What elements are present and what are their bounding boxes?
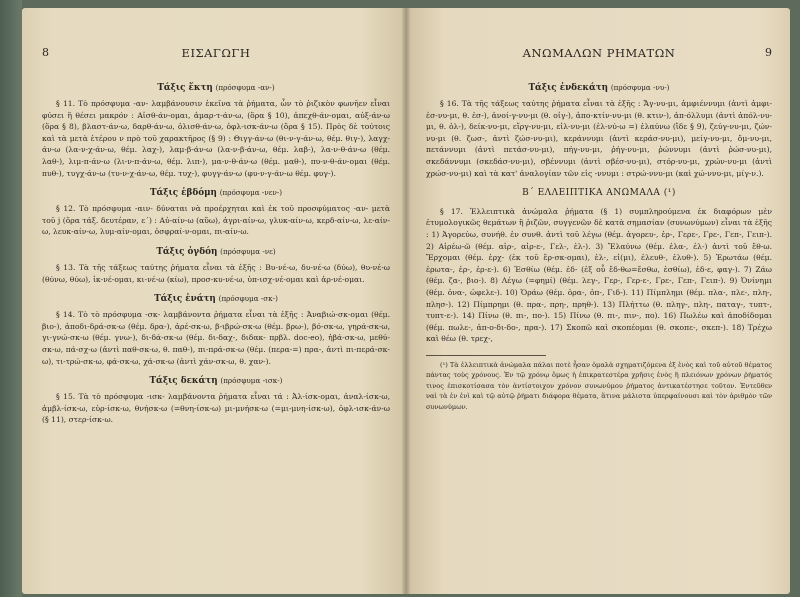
book-gutter: [402, 8, 410, 594]
paragraph: § 15. Τὰ τὸ πρόσφυμα -ισκ- λαμβάνοντα ῥήματα εἶναι τά : Ἀλ-ίσκ-ομαι, ἀναλ-ίσκ-ω, ἀμβλ-ίσκ-ω, εὑρ-ίσκ-ω, θνήσκ-ω (=θνη-ίσκ-ω) μι-μνήσκ-ω (=μι-μνη-ίσκ-ω), ὀφλ-ισκ-άν-ω (§ 11), στερ-ίσκ-ω.: [42, 392, 390, 425]
section-heading: [42, 81, 390, 95]
running-title: ΕΙΣΑΓΩΓΗ: [181, 46, 251, 60]
section-subtitle: (πρόσφυμα -νε): [220, 246, 276, 256]
paragraph: § 17. Ἐλλειπτικὰ ἀνώμαλα ῥήματα (§ 1) συμπληρούμενα ἐκ διαφόρων μὲν ἐτυμολογικῶς θεμάτων ἢ ῥιζῶν, συγγενῶν δὲ κατὰ σημασίαν (συνωνύμων) εἶναι τὰ ἑξῆς : 1) Ἀγορεύω, συνήθ. ἐν συνθ. ἀντὶ τοῦ λέγω (θέμ. ἀγορευ-, ἐρ-, Γερε-, Γρε-, Γεπ-, Γειπ-). 2) Αἱρέω-ῶ (θέμ. αἱρ-, αἱρ-ε-, Γελ-, ἑλ-). 3) Ἔλαύνω (θέμ. ἐλα-, ἐλ-) ἀντὶ τοῦ ἔθ-ω. Ἔρχομαι (θέμ. ἐρχ- (ἐκ τοῦ ἔρ-σκ-ομαι), ἐλ-, εἰ(μι), ἐλευθ-, ἐλυθ-). 5) Ἐρωτάω (θέμ. ἐρωτα-, ἐρ-, ἐρ-ε-). 6) Ἐσθίω (θέμ. ἐδ- (ἐξ οὗ ἔδ-θω=ἔσθω, ἐσθίω), ἐδ-ε, φαγ-). 7) Ζάω (θέμ. ζα-, βιο-). 8) Λέγω (=φημί) (θέμ. λεγ-, Γερ-, Γερ-ε-, Γρε-, Γεπ-, Γειπ-). 9) Ὀνίνημι (θέμ. ὀνα-, ὠφελε-). 10) Ὁράω (θέμ. ὁρα-, ὀπ-, Γιδ-). 11) Πίμπλημι (θέμ. πλα-, πλε-, πλη-, πλησ-). 12) Πίμπρημι (θ. πρα-, πρη-, πρηθ-). 13) Πλήττω (θ. πληγ-, πλη-, παταγ-, τυπτ-, τυπτ-ε-). 14) Πίνω (θ. πι-, πο-). 15) Πίνω (θ. πι-, πιν-, πο). 16) Πωλέω καὶ ἀποδίδομαι (θέμ. πωλε-, ἀπ-ο-δι-δο-, πρα-). 17) Σκοπῶ καὶ σκοπέομαι (θ. σκοπε-, σκεπ-). 18) Τρέχω καὶ θέω (θ. τρεχ-,: [426, 206, 772, 344]
section-heading: [42, 292, 390, 306]
section-subtitle: (πρόσφυμα -αν-): [215, 83, 275, 92]
paragraph: § 11. Τὸ πρόσφυμα -αν- λαμβάνουσιν ἐκεῖνα τὰ ῥήματα, ὧν τὸ ῥιζικὸν φωνῆεν εἶναι φύσει ἢ θέσει μακρόν : Αἰσθ-άν-ομαι, ἁμαρ-τ-άν-ω, (ὅρα § 10), ἀπεχθ-άν-ομαι, αὐξ-άν-ω (ὅρα § 8), βλαστ-άν-ω, δαρθ-άν-ω, ὀλισθ-άν-ω, ὀφλ-ισκ-άν-ω (ὅρα § 15). Πρὸς δὲ τούτοις καὶ τὰ μετὰ ἑτέρου ν πρὸ τοῦ χαρακτῆρος (§ 9) : Θιγγ-άν-ω (θι-ν-γ-άν-ω, θέμ. θιγ-), λαγχ-άν-ω (λα-ν-χ-άν-ω, θέμ. λαχ-), λαμ-β-άν-ω (λα-ν-β-άν-ω, θέμ. λαβ-), λα-ν-θ-άν-ω (θέμ. λαθ-), λιμ-π-άν-ω (λι-ν-π-άν-ω, θέμ. λιπ-), μα-ν-θ-άν-ω (θέμ. μαθ-), πυ-ν-θ-άν-ομαι (θέμ. πυθ-), τυγχ-άν-ω (τυ-ν-χ-άν-ω, θέμ. τυχ-), φυγγ-άν-ω (φυ-ν-γ-άν-ω θέμ. φυγ-).: [42, 99, 390, 178]
section-title: Τάξις ἐνάτη: [154, 294, 216, 305]
section-title: Τάξις ἑβδόμη: [149, 188, 217, 199]
footnote: (¹) Τὰ ἐλλειπτικὰ ἀνώμαλα πάλαι ποτὲ ἦσαν ὁμαλὰ σχηματιζόμενα ἐξ ἑνὸς καὶ τοῦ αὐτοῦ θέματος πάντας τοὺς χρόνους. Ἐν τῷ χρόνῳ ὅμως ἡ ἐπικρατεστέρα χρῆσις ἑνὸς ἢ πλειόνων χρόνων ῥήματός τινος ἐπισκοτίσασα τὸν ἀντίστοιχον χρόνον συνωνύμου ῥήματος ἀντικατέστησε τοῦτον. Ἐντεῦθεν ναὶ τὰ ἐν ἑνὶ καὶ τῷ αὐτῷ ῥήματι διάφορα θέματα, ἅτινα μάλιστα ὑπερφαίνουσι καὶ τὸν ἀριθμὸν τῶν συνωνύμων.: [426, 360, 772, 411]
left-page-body: [42, 74, 390, 426]
section-title: Τάξις ἕκτη: [157, 83, 213, 93]
page-number: 8: [42, 46, 49, 59]
running-title: ΑΝΩΜΑΛΩΝ ΡΗΜΑΤΩΝ: [522, 46, 676, 60]
section-subtitle: (πρόσφυμα -νυ-): [610, 83, 670, 92]
section-heading: [42, 245, 390, 259]
right-page: [406, 8, 790, 594]
section-subtitle: (πρόσφυμα -σκ-): [218, 294, 278, 304]
paragraph: § 13. Τὰ τῆς τάξεως ταύτης ῥήματα εἶναι τὰ ἑξῆς : Βυ-νέ-ω, δυ-νέ-ω (δύω), θυ-νέ-ω (θύνω, θύω), ἱκ-νέ-ομαι, κι-νέ-ω (κίω), προσ-κυ-νέ-ω, ὑπ-ισχ-νέ-ομαι καὶ ἀρ-νέ-ομαι.: [42, 262, 390, 284]
chapter-heading: Β΄ ΕΛΛΕΙΠΤΙΚΑ ΑΝΩΜΑΛΑ (¹): [522, 188, 676, 199]
right-page-body: [426, 74, 772, 412]
section-subtitle: (πρόσφυμα -ισκ-): [220, 376, 283, 386]
footnote-rule: [426, 355, 546, 356]
paragraph: § 12. Τὸ πρόσφυμα -αιν- δύναται νὰ προέρχηται καὶ ἐκ τοῦ προσφύματος -αν- μετὰ τοῦ j (ὅρα τάξ. δευτέραν, ε΄) : Αὐ-αίν-ω (αὔω), ἀγρι-αίν-ω, γλυκ-αίν-ω, κερδ-αίν-ω, λε-αίν-ω, λευκ-αίν-ω, λυμ-αίν-ομαι, ὀσφραί-ν-ομαι, πι-αίν-ω.: [42, 204, 390, 237]
section-title: Τάξις δεκάτη: [149, 376, 218, 387]
section-subtitle: (πρόσφυμα -νεν-): [219, 188, 283, 198]
section-heading: [42, 186, 390, 200]
left-running-head: [42, 46, 390, 62]
paragraph: § 16. Τὰ τῆς τάξεως ταύτης ῥήματα εἶναι τὰ ἑξῆς : Ἄγ-νυ-μι, ἀμφιέννυμι (ἀντὶ ἀμφι-ἐσ-νυ-μι, θ. ἐσ-), ἀνοί-γ-νυ-μι (θ. οἰγ-), ἀπο-κτίν-νυ-μι (θ. κτιν-), ἀπ-όλλυμι (ἀντὶ ἀπόλ-νυ-μι, θ. ὀλ-), δείκ-νυ-μι, εἴργ-νυ-μι, εἰλ-νυ-μι (ἐλ-νύ-ω =) ἐλαύνω (ἴδε § 9), ζεύγ-νυ-μι, ζών-νυ-μι (θ. ζωσ-, ἀντὶ ζώσ-νυ-μι), κεράννυμι (ἀντὶ κεράσ-νυ-μι), μείγ-νυ-μι, ὄμ-νυ-μι, πετάννυμι (ἀντὶ πετάσ-νυ-μι), πήγ-νυ-μι, ῥήγ-νυ-μι, ῥώννυμι (ἀντὶ ῥώσ-νυ-μι), σκεδάννυμι (σκεδάσ-νυ-μι), σβέννυμι (ἀντὶ σβέσ-νυ-μι), στόρ-νυ-μι, χρών-νυ-μι (ἀντὶ χρώσ-νυ-μι) καὶ τὰ κατ' ἀναλογίαν τῶν εἰς -ννυμι : στρώ-ννυ-μι (καὶ χώ-ννυ-μι, μίγ-ν.).: [426, 99, 772, 178]
right-running-head: [426, 46, 772, 62]
section-title: Τάξις ὀγδόη: [156, 246, 218, 257]
section-heading: [42, 374, 390, 388]
page-number: 9: [765, 46, 772, 59]
section-heading: [426, 81, 772, 95]
paragraph: § 14. Τὸ τὸ πρόσφυμα -σκ- λαμβάνοντα ῥήματα εἶναι τὰ ἑξῆς : Ἀναβιώ-σκ-ομαι (θέμ. βιο-), ἀποδι-δρά-σκ-ω (θέμ. δρα-), ἀρέ-σκ-ω, β-ιβρώ-σκ-ω (θέμ. βρω-), βό-σκ-ω, γηρά-σκ-ω, γι-γνώ-σκ-ω (θέμ. γνω-), δι-δά-σκ-ω (θέμ. δι-δαχ-, διδακ- πρβλ. doc-eo), ἡβά-σκ-ω, μεθύ-σκ-ω, πά-σχ-ω (ἀντὶ παθ-σκ-ω, θ. παθ-), πι-πρά-σκ-ω (θέμ. (περα-=) πρα-, ἀντὶ πι-περά-σκ-ω), τι-τρώ-σκ-ω, φά-σκ-ω, χά-σκ-ω (ἀντὶ χάν-σκ-ω, θ. χαν-).: [42, 310, 390, 366]
book-cover-edge: [0, 0, 22, 597]
left-page: [22, 8, 406, 594]
section-title: Τάξις ἑνδεκάτη: [528, 83, 609, 93]
